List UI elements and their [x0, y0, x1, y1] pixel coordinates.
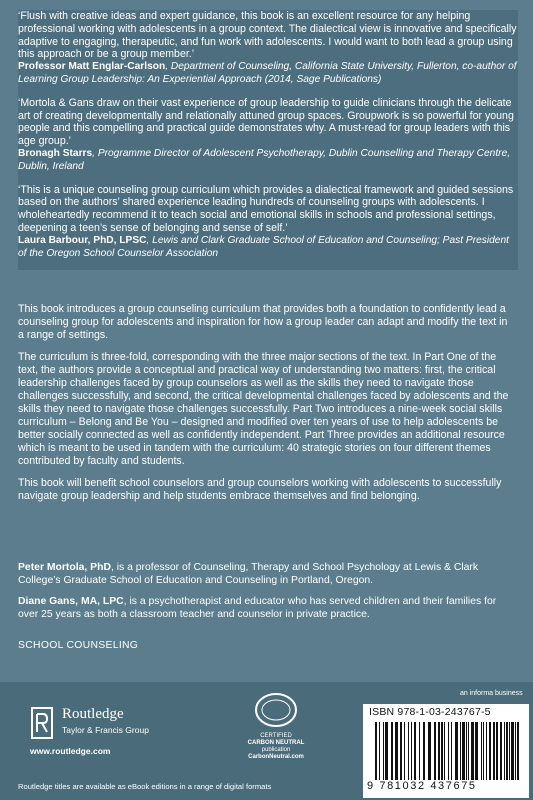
description-paragraph: The curriculum is three-fold, corresponding with the three major sections of the text. In Part One of the text, the authors provide a conceptual and practical way of understanding two matters: first, the critical leadership challenges faced by group counselors as well as the skills they need to navigate those challenges successfully, and second, the critical developmental challenges faced by adolescents and the skills they need to navigate those challenges successfully. Part Two introduces a nine-week social skills curriculum – Belong and Be You – designed and modified over ten years of use to help adolescents be better socially connected as well as confidently independent. Part Three provides an additional resource which is meant to be used in tandem with the curriculum: 40 strategic stories on four different themes contributed by faculty and students.	[18, 351, 509, 467]
author-bio-text: , is a psychotherapist and educator who has served children and their families for over 25 years as both a classroom teacher and counselor in private practice.	[18, 596, 497, 620]
isbn-label: ISBN 978-1-03-243767-5	[369, 706, 491, 718]
book-description	[18, 303, 516, 512]
endorsement	[18, 10, 518, 87]
description-paragraph: This book will benefit school counselors and group counselors working with adolescents to successfully navigate group leadership and help students embrace themselves and find belonging.	[18, 477, 502, 502]
routledge-logo-icon	[30, 706, 56, 742]
carbon-certified-label: CERTIFIED	[260, 733, 292, 739]
carbon-neutral-label: CARBON NEUTRAL	[247, 740, 305, 746]
barcode-panel	[363, 704, 529, 798]
informa-tagline: an informa business	[460, 690, 523, 697]
endorser-name: Professor Matt Englar-Carlson	[18, 61, 166, 73]
publisher-name: Routledge	[62, 706, 124, 722]
author-bio-text: , is a professor of Counseling, Therapy and School Psychology at Lewis & Clark College’s Graduate School of Education and Counseling in Portland, Oregon.	[18, 562, 479, 586]
author-bios	[18, 561, 516, 629]
endorser-affiliation: , Department of Counseling, California State University, Fullerton, co-author of Learning Group Leadership: An Experiential Approach (2014, Sage Publications)	[18, 61, 517, 85]
carbon-url: CarbonNeutral.com	[248, 754, 304, 760]
endorser-affiliation: , Programme Director of Adolescent Psychotherapy, Dublin Counselling and Therapy Centre, Dublin, Ireland	[18, 147, 511, 172]
endorsements	[18, 10, 518, 270]
carbon-publication-label: publication	[261, 747, 291, 753]
endorsement	[18, 97, 518, 174]
barcode-digits: 9 781032 437675	[367, 780, 477, 792]
carbon-neutral-icon	[253, 688, 299, 728]
publisher-subtitle: Taylor & Francis Group	[62, 725, 149, 735]
endorsement-text: ‘This is a unique counseling group curriculum which provides a dialectical framework and guided sessions based on the authors’ shared experience leading hundreds of counseling groups with adolescents. I wholeheartedly recommend it to teach social and emotional skills in schools and professional settings, deepening a teen’s sense of belonging and sense of self.’	[18, 183, 514, 234]
endorser-affiliation: , Lewis and Clark Graduate School of Education and Counseling; Past President of the Oregon School Counselor Association	[18, 234, 509, 259]
subject-category: SCHOOL COUNSELING	[18, 640, 139, 651]
ebook-note: Routledge titles are available as eBook editions in a range of digital formats	[18, 782, 272, 791]
author-bio	[18, 561, 516, 587]
publisher-url[interactable]: www.routledge.com	[30, 746, 111, 756]
author-name: Diane Gans, MA, LPC	[18, 596, 124, 607]
barcode-icon	[375, 722, 525, 780]
endorsement	[18, 184, 518, 261]
description-paragraph: This book introduces a group counseling curriculum that provides both a foundation to confidently lead a counseling group for adolescents and inspiration for how a group leader can adapt and modify the text in a range of settings.	[18, 303, 508, 341]
endorser-name: Laura Barbour, PhD, LPSC	[18, 234, 147, 246]
carbon-neutral-badge	[236, 688, 316, 761]
endorsement-text: ‘Mortola & Gans draw on their vast experience of group leadership to guide clinicians through the delicate art of creating developmentally and relationally attuned group spaces. Groupwork is so powerful for young people and this compelling and practical guide demonstrates why. A must-read for group leaders with this age group.’	[18, 96, 514, 148]
endorser-name: Bronagh Starrs	[18, 147, 93, 159]
author-name: Peter Mortola, PhD	[18, 562, 111, 573]
author-bio	[18, 595, 516, 621]
endorsement-text: ‘Flush with creative ideas and expert guidance, this book is an excellent resource for any helping professional working with adolescents in a group context. The dialectical view is innovative and specifically adaptive to engaging, therapeutic, and fun work with adolescents. I would want to both lead a group using this approach or be a group member.’	[18, 10, 517, 61]
cover-footer	[0, 682, 533, 800]
